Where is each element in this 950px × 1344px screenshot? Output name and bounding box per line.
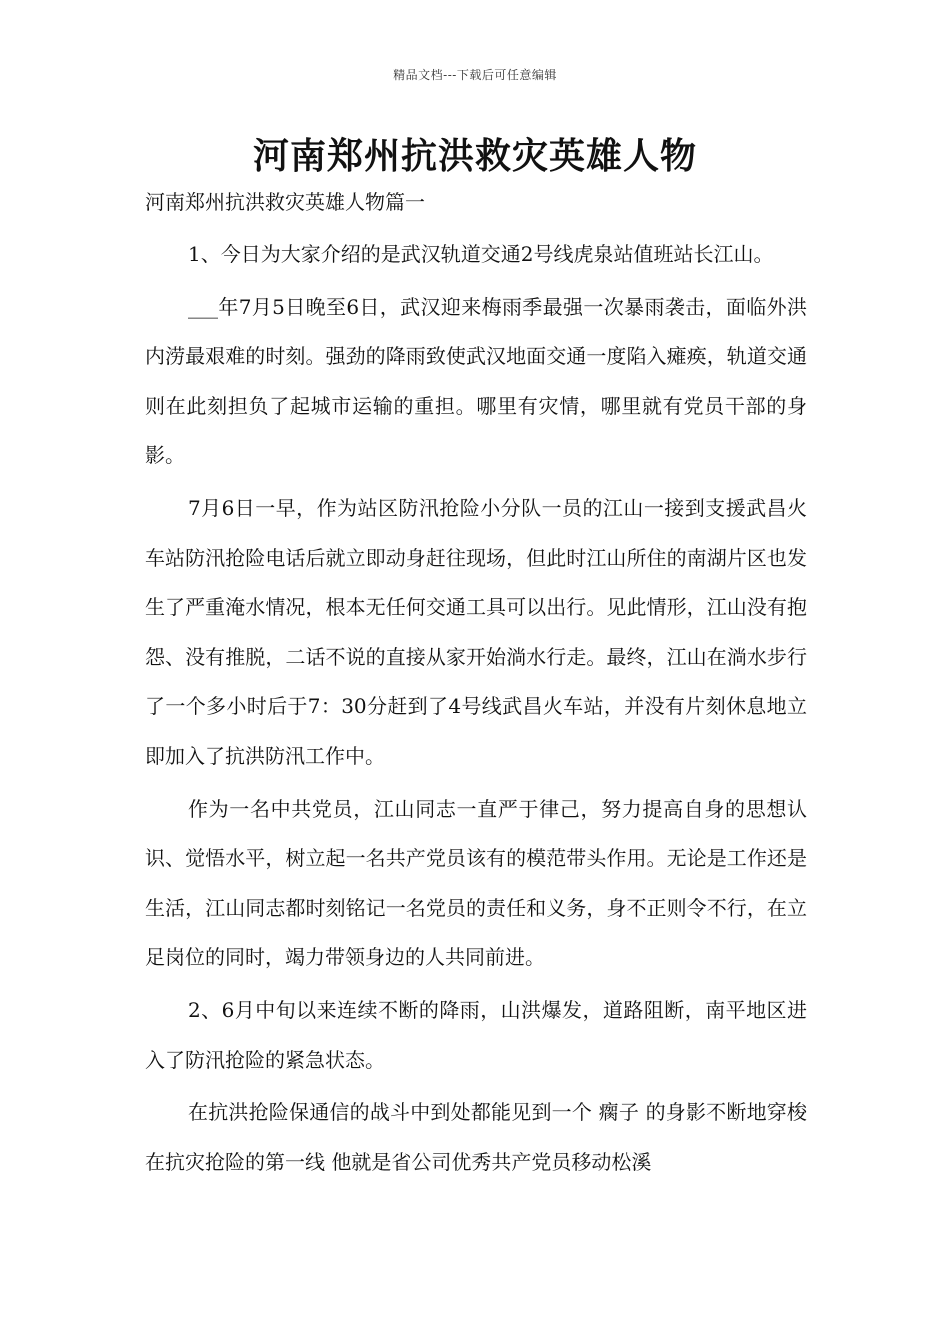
header-note: 精品文档---下载后可任意编辑: [393, 68, 557, 82]
paragraph: 7月6日一早，作为站区防汛抢险小分队一员的江山一接到支援武昌火车站防汛抢险电话后就立即动身赶往现场，但此时江山所住的南湖片区也发生了严重淹水情况，根本无任何交通工具可以出行。见此情形，江山没有抱怨、没有推脱，二话不说的直接从家开始淌水行走。最终，江山在淌水步行了一个多小时后于7：30分赶到了4号线武昌火车站，并没有片刻休息地立即加入了抗洪防汛工作中。: [145, 496, 807, 768]
document-title: 河南郑州抗洪救灾英雄人物: [252, 135, 697, 177]
document-subtitle: 河南郑州抗洪救灾英雄人物篇一: [145, 190, 425, 214]
paragraph: 1、今日为大家介绍的是武汉轨道交通2号线虎泉站值班站长江山。: [188, 242, 774, 266]
document-body: [145, 230, 807, 1191]
paragraph: ___年7月5日晚至6日，武汉迎来梅雨季最强一次暴雨袭击，面临外洪内涝最艰难的时刻。强劲的降雨致使武汉地面交通一度陷入瘫痪，轨道交通则在此刻担负了起城市运输的重担。哪里有灾情，哪里就有党员干部的身影。: [145, 294, 807, 468]
paragraph: 在抗洪抢险保通信的战斗中到处都能见到一个 瘸子 的身影不断地穿梭在抗灾抢险的第一线 他就是省公司优秀共产党员移动松溪: [145, 1100, 807, 1174]
paragraph: 2、6月中旬以来连续不断的降雨，山洪爆发，道路阻断，南平地区进入了防汛抢险的紧急状态。: [145, 998, 807, 1072]
paragraph: 作为一名中共党员，江山同志一直严于律己，努力提高自身的思想认识、觉悟水平，树立起一名共产党员该有的模范带头作用。无论是工作还是生活，江山同志都时刻铭记一名党员的责任和义务，身不正则令不行，在立足岗位的同时，竭力带领身边的人共同前进。: [145, 796, 807, 970]
